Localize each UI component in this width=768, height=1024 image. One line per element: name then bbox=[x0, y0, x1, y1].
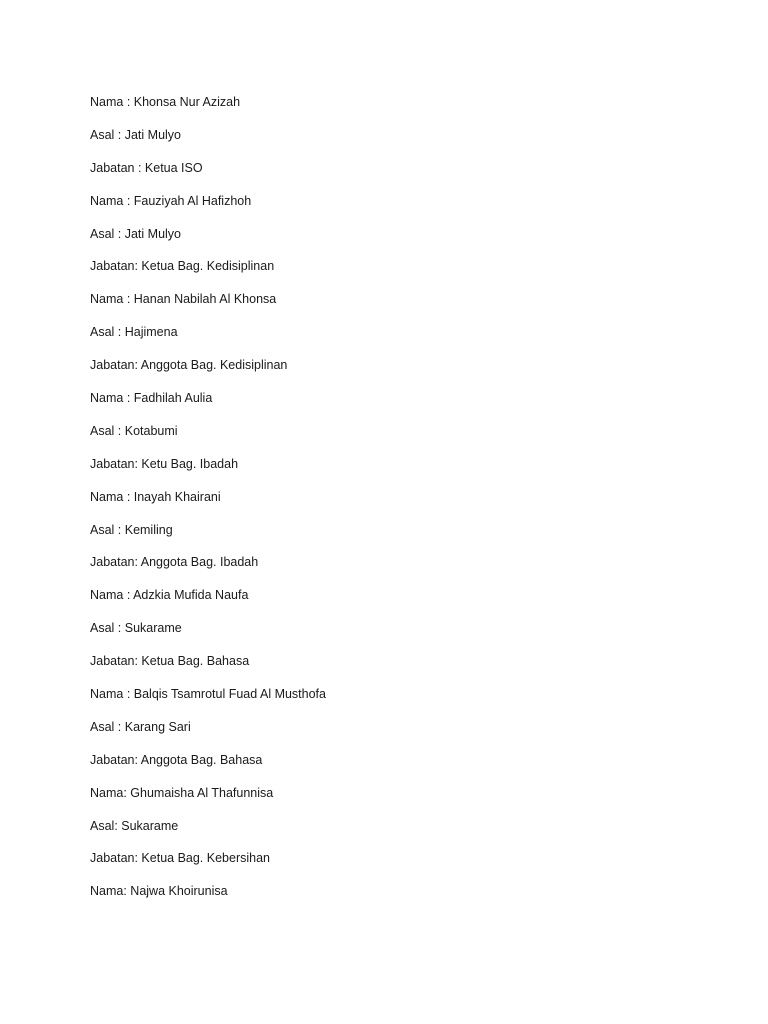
nama-line: Nama : Hanan Nabilah Al Khonsa bbox=[90, 292, 277, 307]
jabatan-line: Jabatan: Anggota Bag. Ibadah bbox=[90, 555, 259, 570]
nama-line: Nama: Najwa Khoirunisa bbox=[90, 884, 228, 899]
asal-line: Asal : Kemiling bbox=[90, 522, 173, 537]
nama-line: Nama : Fauziyah Al Hafizhoh bbox=[90, 193, 252, 208]
asal-line: Asal : Sukarame bbox=[90, 621, 182, 636]
nama-line: Nama : Inayah Khairani bbox=[90, 489, 221, 504]
asal-line: Asal : Jati Mulyo bbox=[90, 226, 182, 241]
asal-line: Asal : Jati Mulyo bbox=[90, 127, 182, 142]
nama-line: Nama: Ghumaisha Al Thafunnisa bbox=[90, 785, 274, 800]
document-body bbox=[90, 92, 326, 914]
jabatan-line: Jabatan: Anggota Bag. Bahasa bbox=[90, 752, 263, 767]
nama-line: Nama : Balqis Tsamrotul Fuad Al Musthofa bbox=[90, 687, 326, 702]
asal-line: Asal: Sukarame bbox=[90, 818, 179, 833]
jabatan-line: Jabatan : Ketua ISO bbox=[90, 160, 203, 175]
nama-line: Nama : Adzkia Mufida Naufa bbox=[90, 588, 249, 603]
jabatan-line: Jabatan: Ketua Bag. Kedisiplinan bbox=[90, 259, 275, 274]
asal-line: Asal : Hajimena bbox=[90, 325, 178, 340]
nama-line: Nama : Fadhilah Aulia bbox=[90, 391, 213, 406]
nama-line: Nama : Khonsa Nur Azizah bbox=[90, 95, 241, 109]
jabatan-line: Jabatan: Ketua Bag. Kebersihan bbox=[90, 851, 270, 866]
jabatan-line: Jabatan: Ketua Bag. Bahasa bbox=[90, 654, 250, 669]
jabatan-line: Jabatan: Ketu Bag. Ibadah bbox=[90, 456, 239, 471]
asal-line: Asal : Kotabumi bbox=[90, 423, 178, 438]
asal-line: Asal : Karang Sari bbox=[90, 719, 191, 734]
jabatan-line: Jabatan: Anggota Bag. Kedisiplinan bbox=[90, 358, 288, 373]
